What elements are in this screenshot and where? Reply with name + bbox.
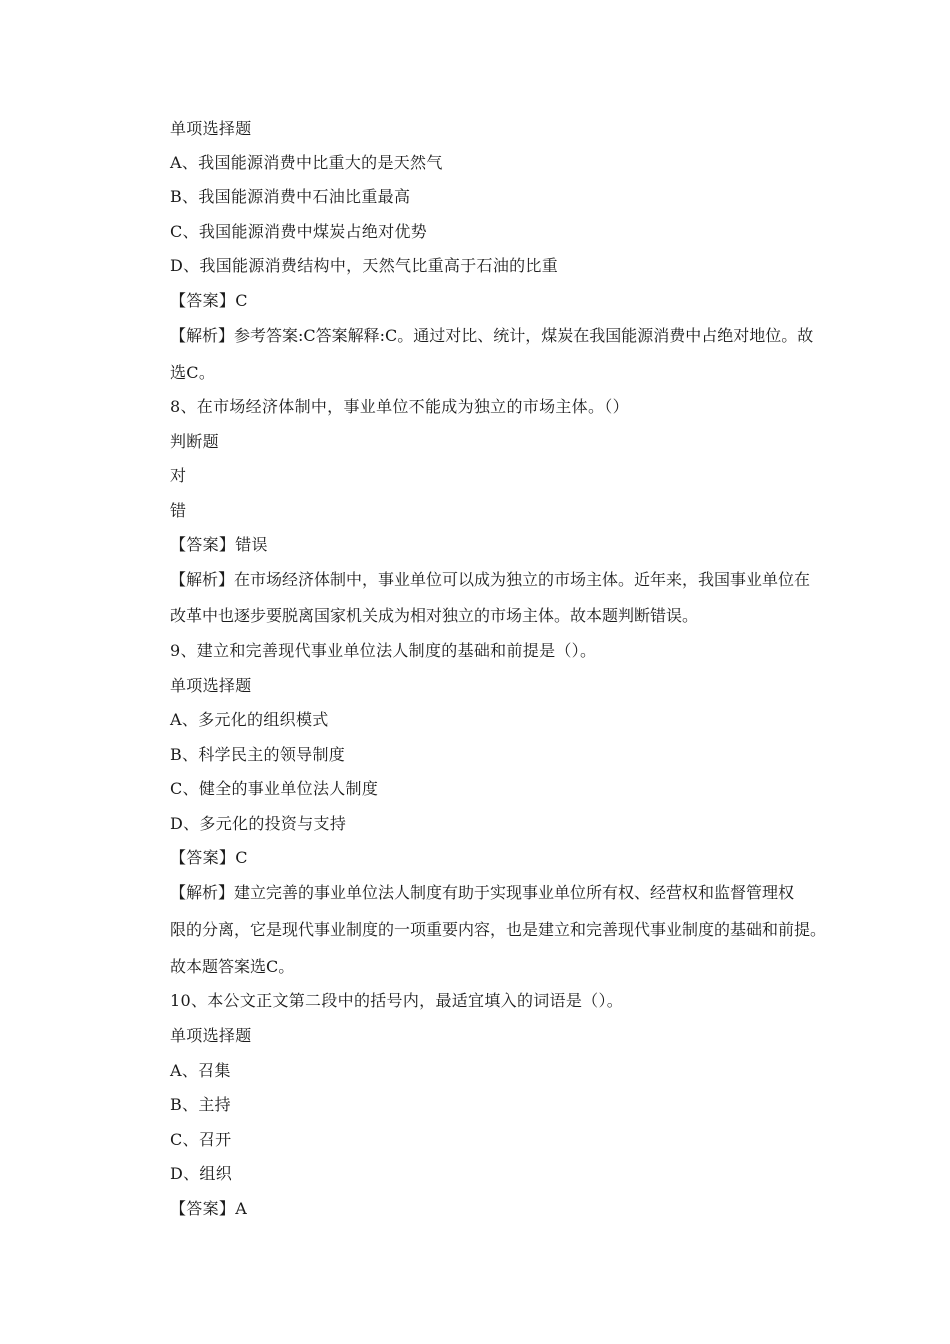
analysis-line: 【解析】建立完善的事业单位法人制度有助于实现事业单位所有权、经营权和监督管理权 xyxy=(170,883,795,902)
option-c: C、我国能源消费中煤炭占绝对优势 xyxy=(170,222,428,241)
question-type: 单项选择题 xyxy=(170,119,252,138)
analysis-line: 故本题答案选C。 xyxy=(170,957,295,976)
answer: 【答案】错误 xyxy=(170,535,268,554)
option-c: C、健全的事业单位法人制度 xyxy=(170,779,379,798)
option-d: D、组织 xyxy=(170,1164,233,1183)
question-text: 9、建立和完善现代事业单位法人制度的基础和前提是（）。 xyxy=(170,641,597,660)
question-text: 8、在市场经济体制中，事业单位不能成为独立的市场主体。（） xyxy=(170,397,629,416)
question-type: 单项选择题 xyxy=(170,676,252,695)
answer: 【答案】C xyxy=(170,291,248,310)
option-b: B、主持 xyxy=(170,1095,231,1114)
analysis-line: 改革中也逐步要脱离国家机关成为相对独立的市场主体。故本题判断错误。 xyxy=(170,606,699,625)
answer: 【答案】A xyxy=(170,1199,248,1218)
option-c: C、召开 xyxy=(170,1130,232,1149)
option-b: B、科学民主的领导制度 xyxy=(170,745,346,764)
question-type: 判断题 xyxy=(170,432,219,451)
option-false: 错 xyxy=(170,501,187,520)
analysis-line: 限的分离，它是现代事业制度的一项重要内容，也是建立和完善现代事业制度的基础和前提。 xyxy=(170,920,827,939)
question-type: 单项选择题 xyxy=(170,1026,252,1045)
option-d: D、多元化的投资与支持 xyxy=(170,814,347,833)
question-text: 10、本公文正文第二段中的括号内，最适宜填入的词语是（）。 xyxy=(170,991,624,1010)
option-true: 对 xyxy=(170,466,187,485)
option-a: A、我国能源消费中比重大的是天然气 xyxy=(170,153,443,172)
option-a: A、召集 xyxy=(170,1061,231,1080)
option-a: A、多元化的组织模式 xyxy=(170,710,329,729)
option-d: D、我国能源消费结构中，天然气比重高于石油的比重 xyxy=(170,256,559,275)
analysis-line: 【解析】在市场经济体制中，事业单位可以成为独立的市场主体。近年来，我国事业单位在 xyxy=(170,570,811,589)
analysis-line: 选C。 xyxy=(170,363,216,382)
option-b: B、我国能源消费中石油比重最高 xyxy=(170,187,411,206)
analysis-line: 【解析】参考答案:C答案解释:C。通过对比、统计，煤炭在我国能源消费中占绝对地位。故 xyxy=(170,326,814,345)
answer: 【答案】C xyxy=(170,848,248,867)
